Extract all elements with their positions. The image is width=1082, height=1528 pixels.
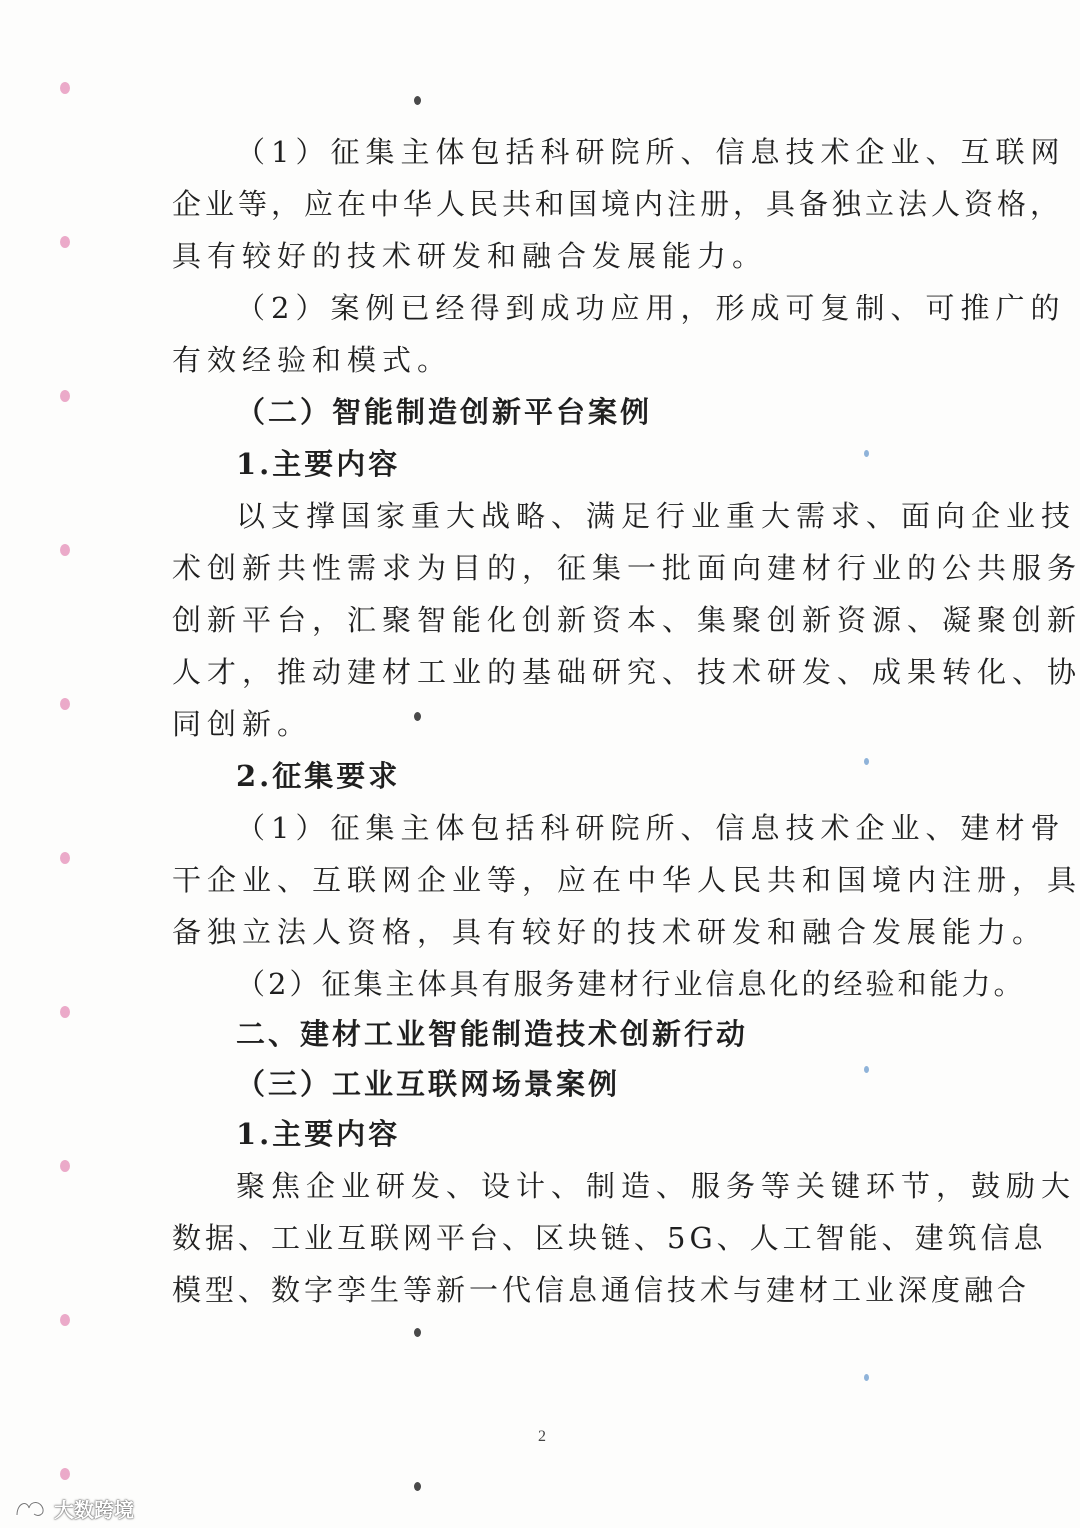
binder-hole xyxy=(60,698,70,710)
paragraph-line: 具有较好的技术研发和融合发展能力。 xyxy=(172,239,768,273)
scan-speck xyxy=(864,1374,869,1381)
paragraph-line: 干企业、互联网企业等，应在中华人民共和国境内注册，具 xyxy=(172,863,1082,897)
paragraph-line: （2）征集主体具有服务建材行业信息化的经验和能力。 xyxy=(236,967,1026,1001)
section-heading: （二）智能制造创新平台案例 xyxy=(236,395,653,429)
chapter-heading: 二、建材工业智能制造技术创新行动 xyxy=(236,1017,749,1051)
paragraph-line: 数据、工业互联网平台、区块链、5G、人工智能、建筑信息 xyxy=(172,1221,1047,1255)
binder-hole xyxy=(60,390,70,402)
subsection-heading: 2.征集要求 xyxy=(236,759,401,793)
paragraph-line: （1）征集主体包括科研院所、信息技术企业、互联网 xyxy=(236,135,1066,169)
section-heading: （三）工业互联网场景案例 xyxy=(236,1067,621,1101)
paragraph-line: （2）案例已经得到成功应用，形成可复制、可推广的 xyxy=(236,291,1066,325)
subsection-heading: 1.主要内容 xyxy=(236,447,401,481)
binder-hole xyxy=(60,544,70,556)
paragraph-line: 企业等，应在中华人民共和国境内注册，具备独立法人资格， xyxy=(172,187,1064,221)
subsection-heading: 1.主要内容 xyxy=(236,1117,401,1151)
watermark-text: 大数跨境 xyxy=(54,1497,134,1522)
binder-hole xyxy=(60,1006,70,1018)
paragraph-line: 术创新共性需求为目的，征集一批面向建材行业的公共服务 xyxy=(172,551,1082,585)
paragraph-line: 模型、数字孪生等新一代信息通信技术与建材工业深度融合 xyxy=(172,1273,1031,1307)
paragraph-line: （1）征集主体包括科研院所、信息技术企业、建材骨 xyxy=(236,811,1066,845)
binder-hole xyxy=(60,1160,70,1172)
scan-speck xyxy=(414,96,421,105)
paragraph-line: 有效经验和模式。 xyxy=(172,343,453,377)
paragraph-line: 同创新。 xyxy=(172,707,313,741)
scan-speck xyxy=(414,1482,421,1491)
binder-hole xyxy=(60,236,70,248)
watermark-logo-icon xyxy=(14,1497,48,1519)
paragraph-line: 以支撑国家重大战略、满足行业重大需求、面向企业技 xyxy=(236,499,1077,533)
paragraph-line: 创新平台，汇聚智能化创新资本、集聚创新资源、凝聚创新 xyxy=(172,603,1082,637)
binder-hole xyxy=(60,82,70,94)
watermark xyxy=(14,1494,134,1522)
scan-speck xyxy=(414,1328,421,1337)
paragraph-line: 备独立法人资格，具有较好的技术研发和融合发展能力。 xyxy=(172,915,1048,949)
page-number: 2 xyxy=(538,1428,546,1445)
binder-hole xyxy=(60,852,70,864)
binder-hole xyxy=(60,1468,70,1480)
paragraph-line: 聚焦企业研发、设计、制造、服务等关键环节，鼓励大 xyxy=(236,1169,1077,1203)
paragraph-line: 人才，推动建材工业的基础研究、技术研发、成果转化、协 xyxy=(172,655,1082,689)
binder-hole xyxy=(60,1314,70,1326)
